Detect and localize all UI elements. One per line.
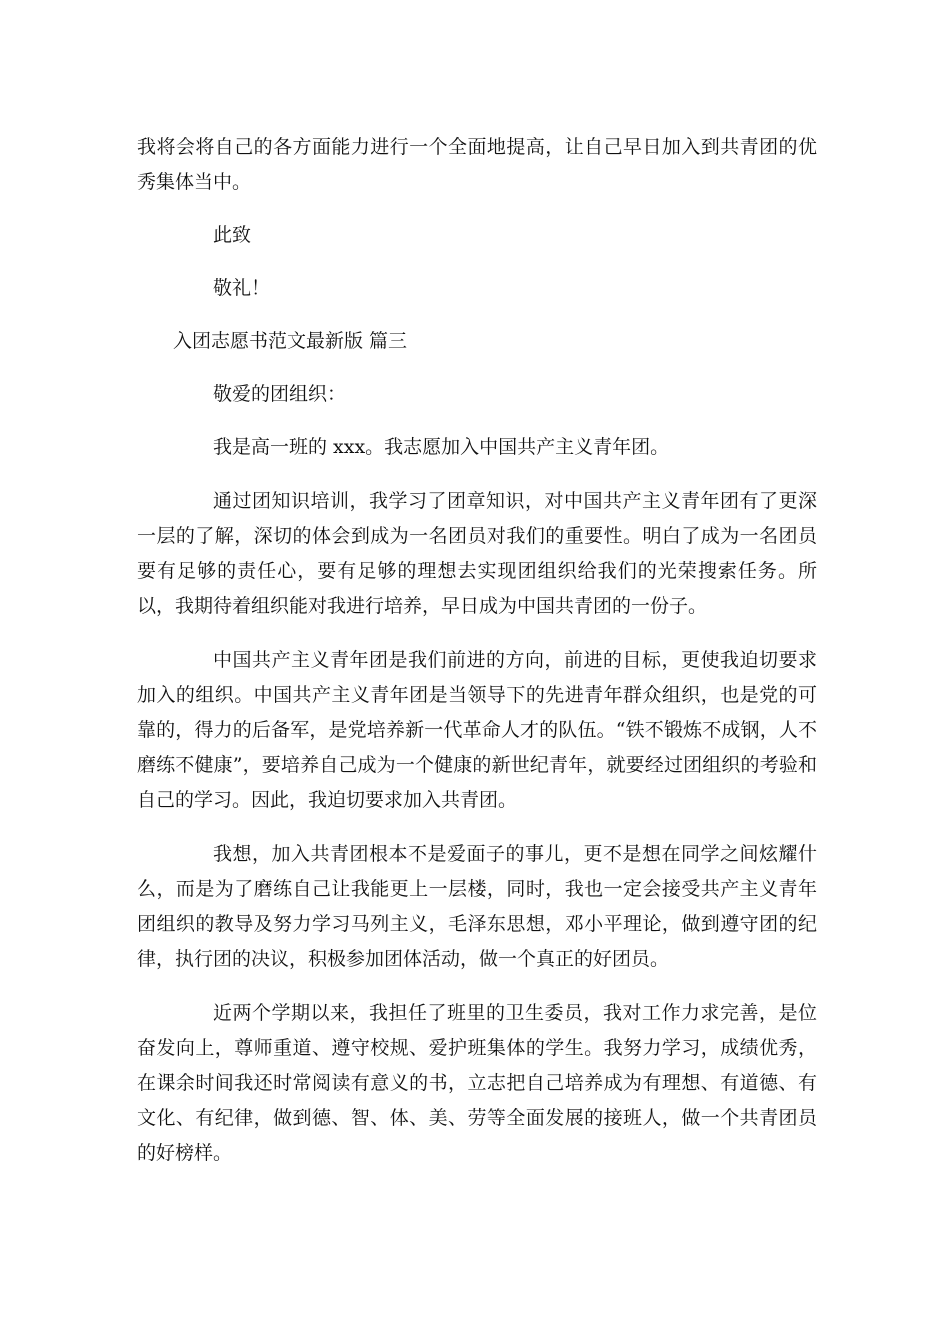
paragraph-record: 近两个学期以来，我担任了班里的卫生委员，我对工作力求完善，是位奋发向上，尊师重道、遵守校规、爱护班集体的学生。我努力学习，成绩优秀，在课余时间我还时常阅读有意义的书，立志把自己培养成为有理想、有道德、有文化、有纪律，做到德、智、体、美、劳等全面发展的接班人，做一个共青团员的好榜样。 [137, 1002, 817, 1164]
intro-line: 我是高一班的 xxx。我志愿加入中国共产主义青年团。 [213, 436, 670, 458]
salutation: 敬爱的团组织： [213, 383, 347, 405]
paragraph-motivation: 我想，加入共青团根本不是爱面子的事儿，更不是想在同学之间炫耀什么，而是为了磨练自己让我能更上一层楼，同时，我也一定会接受共产主义青年团组织的教导及努力学习马列主义，毛泽东思想，邓小平理论，做到遵守团的纪律，执行团的决议，积极参加团体活动，做一个真正的好团员。 [137, 843, 817, 970]
document-body [137, 130, 817, 1171]
section-title: 入团志愿书范文最新版 篇三 [173, 330, 408, 352]
closing-line-2: 敬礼！ [213, 277, 271, 299]
paragraph-training: 通过团知识培训，我学习了团章知识，对中国共产主义青年团有了更深一层的了解，深切的体会到成为一名团员对我们的重要性。明白了成为一名团员要有足够的责任心，要有足够的理想去实现团组织给我们的光荣搜索任务。所以，我期待着组织能对我进行培养，早日成为中国共青团的一份子。 [137, 490, 817, 617]
paragraph-continuation: 我将会将自己的各方面能力进行一个全面地提高，让自己早日加入到共青团的优秀集体当中。 [137, 136, 817, 193]
closing-line-1: 此致 [213, 224, 252, 246]
paragraph-direction: 中国共产主义青年团是我们前进的方向，前进的目标，更使我迫切要求加入的组织。中国共产主义青年团是当领导下的先进青年群众组织，也是党的可靠的，得力的后备军，是党培养新一代革命人才的队伍。“铁不锻炼不成钢，人不磨练不健康”，要培养自己成为一个健康的新世纪青年，就要经过团组织的考验和自己的学习。因此，我迫切要求加入共青团。 [137, 649, 817, 811]
